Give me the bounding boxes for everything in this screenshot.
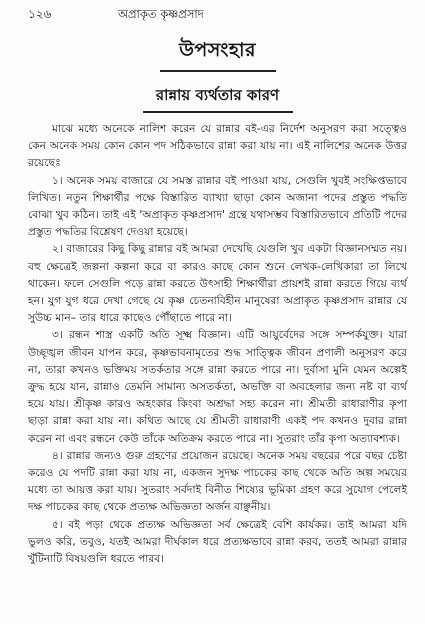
running-head: অপ্রাকৃত কৃষ্ণপ্রসাদ	[118, 7, 204, 21]
chapter-title: উপসংহার	[179, 39, 256, 61]
chapter-title-underline	[160, 70, 276, 72]
point-1-paragraph: ১। অনেক সময় বাজারে যে সমস্ত রান্নার বই পাওয়া যায়, সেগুলি খুবই সংক্ষিপ্তভাবে লিখিত। নতুন শিক্ষার্থীর পক্ষে বিস্তারিত ব্যাখ্যা ছাড়া কোন অজানা পদের প্রস্তুত পদ্ধতি বোঝা খুব কঠিন। তাই এই 'অপ্রাকৃত কৃষ্ণপ্রসাদ' গ্রন্থে যথাসম্ভব বিস্তারিতভাবে প্রতিটি পদের প্রস্তুত পদ্ধতির বিশ্লেষণ দেওয়া হয়েছে।	[28, 174, 407, 239]
point-2-paragraph: ২। বাজারের কিছু কিছু রান্নার বই আমরা দেখেছি যেগুলি খুব একটা বিজ্ঞানসম্মত নয়। বহু ক্ষেত্রেই জল্পনা কল্পনা করে বা কারও কাছে কোন শুনে লেখক-লেখিকারা তা লিখে থাকেন। ফলে সেগুলি পড়ে রান্না করতে উৎসাহী শিক্ষার্থীরা প্রায়শই রান্না করতে গিয়ে ব্যর্থ হন। যুগ যুগ ধরে দেখা গেছে যে কৃষ্ণ চেতনাবিহীন মানুষেরা অপ্রাকৃত কৃষ্ণপ্রসাদ রান্নার যে সুউচ্চ মান– তার ধারে কাছেও পৌঁছাতে পারে না।	[28, 243, 407, 325]
section-title-underline	[143, 111, 293, 113]
section-title: রান্নায় ব্যর্থতার কারণ	[155, 86, 280, 104]
point-4-paragraph: ৪। রান্নার জন্যও গুরু গ্রহণের প্রয়োজন রয়েছে। অনেক সময় বছরের পরে বছর চেষ্টা করেও যে পদটি রান্না করা যায় না, একজন সুদক্ষ পাচকের কাছ থেকে অতি অল্প সময়ের মধ্যে তা আয়ত্ত করা যায়। সুতরাং সর্বদাই বিনীত শিষ্যের ভূমিকা গ্রহণ করে সুযোগ পেলেই দক্ষ পাচকের কাছ থেকে প্রত্যক্ষ অভিজ্ঞতা অর্জন বাঞ্ছনীয়।	[28, 449, 407, 514]
point-3-paragraph: ৩। রন্ধন শাস্ত্র একটি অতি সূক্ষ্ম বিজ্ঞান। এটি আয়ুর্বেদের সঙ্গে সম্পর্কযুক্ত। যারা উচ্ছৃঙ্খল জীবন যাপন করে, কৃষ্ণভাবনামৃতের শুদ্ধ সাত্ত্বিক জীবন প্রণালী অনুসরণ করে না, তারা কখনও ভক্তিময় সতর্কতার সঙ্গে রান্না করতে পারে না। দুর্বাসা মুনি যেমন অল্পেই ক্রুদ্ধ হয়ে যান, রান্নাও তেমনি সামান্য অসতর্কতা, অভক্তি বা অবহেলার জন্য নষ্ট বা ব্যর্থ হয়ে যায়। শ্রীকৃষ্ণ কারও অহংকার কিংবা অশ্রদ্ধা সহ্য করেন না। শ্রীমতী রাধারাণীর কৃপা ছাড়া রান্না করা যায় না। কথিত আছে যে শ্রীমতী রাধারাণী একই পদ কখনও দুবার রান্না করেন না এবং রন্ধনে কেউ তাঁকে অতিক্রম করতে পারে না। সুতরাং তাঁর কৃপা অত্যাবশ্যক।	[28, 329, 407, 445]
point-5-paragraph: ৫। বই পড়া থেকে প্রত্যক্ষ অভিজ্ঞতা সর্ব ক্ষেত্রেই বেশি কার্যকর। তাই আমরা যদি ভুলও করি, তবুও, যতই আমরা দীর্ঘকাল ধরে প্রত্যক্ষভাবে রান্না করব, ততই আমরা রান্নার খুঁটিনাটি বিষয়গুলি ধরতে পারব।	[28, 518, 407, 566]
page-number: ১২৬	[28, 7, 52, 21]
intro-paragraph: মাঝে মধ্যে অনেকে নালিশ করেন যে রান্নার বই-এর নির্দেশ অনুসরণ করা সত্ত্বেও কেন অনেক সময় কোন কোন পদ সঠিকভাবে রান্না করা যায় না। এই নালিশের অনেক উত্তর রয়েছেঃ	[28, 123, 407, 170]
page-header	[28, 0, 407, 26]
